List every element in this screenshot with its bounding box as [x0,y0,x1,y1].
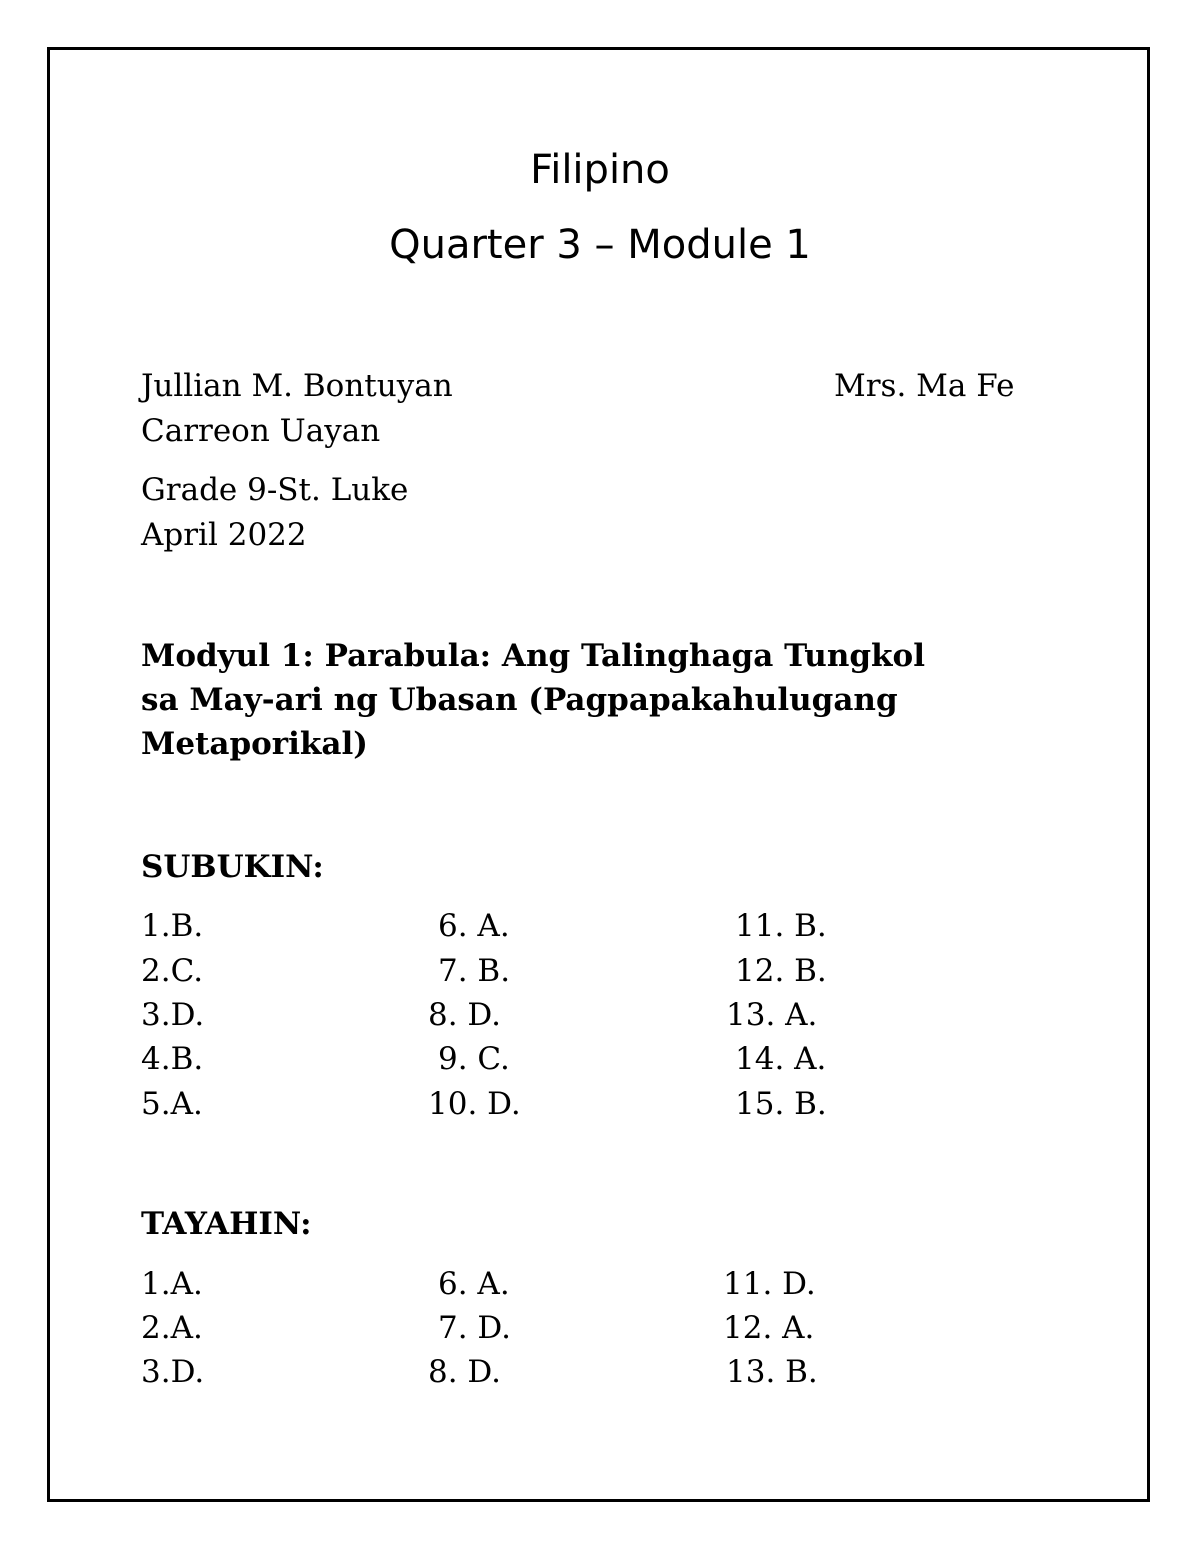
grade-section: Grade 9-St. Luke [141,472,409,508]
module-heading-line-3: Metaporikal) [141,726,368,762]
document-date: April 2022 [141,517,307,553]
module-heading-line-1: Modyul 1: Parabula: Ang Talinghaga Tungkol [141,638,925,674]
tayahin-answer: 3.D. [141,1354,205,1390]
subukin-answer: 12. B. [735,953,827,989]
teacher-name-continued: Carreon Uayan [141,413,381,449]
subukin-answer: 5.A. [141,1086,203,1122]
tayahin-answer: 7. D. [438,1310,512,1346]
subukin-answer: 8. D. [428,997,502,1033]
subukin-answer: 9. C. [438,1041,510,1077]
subukin-answer: 2.C. [141,953,204,989]
subukin-answer: 1.B. [141,908,204,944]
tayahin-heading: TAYAHIN: [141,1206,312,1242]
tayahin-answer: 12. A. [723,1310,815,1346]
subukin-heading: SUBUKIN: [141,849,324,885]
subukin-answer: 11. B. [735,908,827,944]
teacher-name: Mrs. Ma Fe [834,368,1015,404]
subukin-answer: 10. D. [428,1086,521,1122]
subukin-answer: 4.B. [141,1041,204,1077]
subukin-answer: 3.D. [141,997,205,1033]
tayahin-answer: 13. B. [726,1354,818,1390]
tayahin-answer: 8. D. [428,1354,502,1390]
student-name: Jullian M. Bontuyan [141,368,453,404]
subukin-answer: 6. A. [438,908,510,944]
tayahin-answer: 11. D. [723,1266,816,1302]
subukin-answer: 14. A. [735,1041,827,1077]
subukin-answer: 7. B. [438,953,511,989]
document-title: Filipino [530,147,670,193]
subukin-answer: 15. B. [735,1086,827,1122]
subukin-answer: 13. A. [726,997,818,1033]
module-heading-line-2: sa May-ari ng Ubasan (Pagpapakahulugang [141,682,898,718]
tayahin-answer: 6. A. [438,1266,510,1302]
document-subtitle: Quarter 3 – Module 1 [389,222,811,268]
tayahin-answer: 1.A. [141,1266,203,1302]
tayahin-answer: 2.A. [141,1310,203,1346]
